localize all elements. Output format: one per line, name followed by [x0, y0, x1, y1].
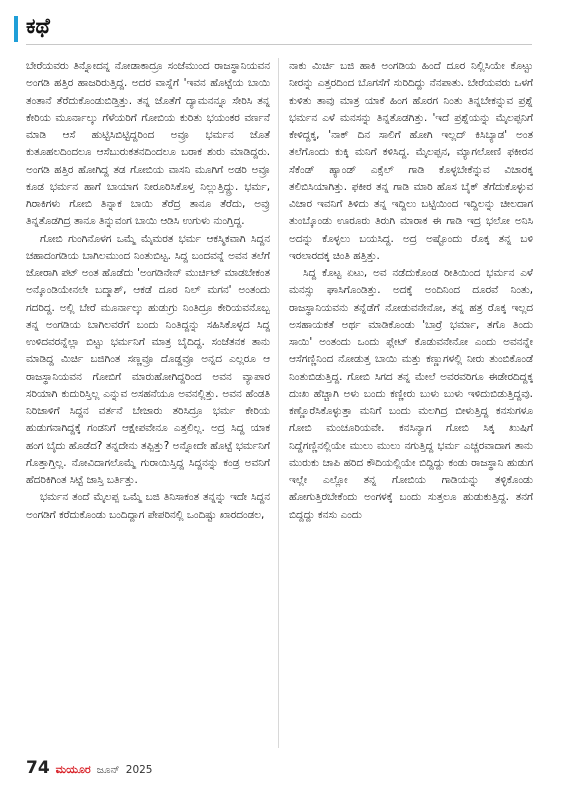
issue-month: ಜೂನ್	[96, 764, 120, 776]
paragraph: ಭರ್ಮನ ತಂದೆ ಮೈಲಪ್ಪ ಒಮ್ಮೆ ಬಜಿ ತಿನಿಸಾಕಂತ ತನ್ನನ್ನು ಇದೇ ಸಿದ್ದನ ಅಂಗಡಿಗೆ ಕರೆದುಕೊಂಡು ಬಂದಿದ್ದಾಗ ಪೇಪರಿನಲ್ಲಿ ಒಂದಿಷ್ಟು ಖಾರದಂಡಲ,	[26, 491, 270, 521]
page-number: 74	[26, 758, 50, 778]
issue-year: 2025	[125, 764, 153, 776]
section-accent-bar	[14, 16, 18, 42]
right-column	[289, 58, 533, 748]
section-title: ಕಥೆ	[26, 14, 50, 38]
paragraph: ಗೋಬಿ ಗುಂಗಿನೊಳಗ ಒಮ್ಮೆ ಮೈಮರತ ಭರ್ಮ ಆಕಸ್ಮಿಕವಾಗಿ ಸಿದ್ದನ ಚಹಾದಂಗಡಿಯ ಬಾಗಿಲಮುಂದ ನಿಂತುಬಿಟ್ಟ. ಸಿದ್ದ ಬಂದವನ್ನೆ ಅವನ ತಲೆಗೆ ಜೋರಾಗಿ ಪಟ್ ಅಂತ ಹೊಡೆದು 'ಅಂಗಡಿನೇನ್ ಮುರ್ಚಿಟ್ ಮಾಡಬೇಕಂತ ಅನ್ಕೊಂಡಿಯೇನಲೇ ಬದ್ಮಾಶ್, ಆಕಡೆ ದೂರ ನಿಲ್ ಮಗನ' ಅಂತಂದು ಗದರಿದ್ದ. ಅಲ್ಲಿ ಬೇರೆ ಮೂರ್ನಾಲ್ಕು ಹುಡುಗ್ರು ನಿಂತಿದ್ರೂ ಕೇರಿಯವನೊಬ್ಬ ತನ್ನ ಅಂಗಡಿಯ ಬಾಗಿಲವರೆಗೆ ಬಂದು ನಿಂತಿದ್ದನ್ನು ಸಹಿಸಿಕೊಳ್ಳದ ಸಿದ್ದ ಉಳಿದವರನ್ನೆಲ್ಲಾ ಬಿಟ್ಟು ಭರ್ಮನಿಗೆ ಮಾತ್ರ ಬೈದಿದ್ದ. ಸಂಜೆತನಕ ತಾನು ಮಾಡಿದ್ದ ಮಿರ್ಚಿ ಬಜಿಗಿಂತ ಸಣ್ಣವ್ರೂ ದೊಡ್ಡವ್ರೂ ಅನ್ನದ ಎಲ್ಲರೂ ಆ ರಾಜಸ್ಥಾನಿಯವನ ಗೋಬಿಗೆ ಮಾರುಹೋಗಿದ್ದರಿಂದ ಅವನ ವ್ಯಾಪಾರ ಸರಿಯಾಗಿ ಕುದುರಿಸ್ತಿಲ್ಲ ಎನ್ನುವ ಅಸಹನೆಯೂ ಅವನಲ್ಲಿತ್ತು. ಅವನ ಹೆಂಡತಿ ನಿರಿಜಾಳಿಗೆ ಸಿದ್ದನ ವರ್ತನೆ ಬೇಜಾರು ತರಿಸಿದ್ರೂ ಭರ್ಮ ಕೇರಿಯ ಹುಡುಗನಾಗಿದ್ದಕ್ಕೆ ಗಂಡನಿಗೆ ಆಕ್ಷೇಪವೇನೂ ಎತ್ತಲಿಲ್ಲ. ಅದ್ರ ಸಿದ್ದ ಯಾಕ ಹಂಗ ಬೈದು ಹೊಡೆದ? ತನ್ನದೇನು ತಪ್ಪಿತ್ತು? ಅನ್ನೋದೇ ಹೊಟ್ಟೆ ಭರ್ಮನಿಗೆ ಗೊತ್ತಾಗ್ತಿಲ್ಲ. ನೋವಿದಾಗಲೊಮ್ಮೆ ಗುರಾಯಿಸ್ತಿದ್ದ ಸಿದ್ದನನ್ನು ಕಂಡ್ರ ಅವನಿಗೆ ಹೆದರಿಕಿಗಿಂತ ಸಿಟ್ಟೆ ಜಾಸ್ತಿ ಬರ್ತಿತ್ತು.	[26, 232, 270, 486]
header-divider	[26, 44, 532, 45]
magazine-logo: ಮಯೂರ	[55, 763, 91, 776]
paragraph: ಸಿದ್ದ ಕೊಟ್ಟ ಏಟು, ಅವ ನಡೆದುಕೊಂಡ ರೀತಿಯಿಂದ ಭರ್ಮನ ಎಳೆ ಮನಸ್ಸು ಘಾಸಿಗೊಂಡಿತ್ತು. ಅದಕ್ಕೆ ಅಂದಿನಿಂದ ದೂರವೆ ನಿಂತು, ರಾಜಸ್ಥಾನಿಯವನು ತನ್ನೆಡೆಗೆ ನೋಡುವನೇನೋ, ತನ್ನ ಹತ್ರ ರೊಕ್ಕ ಇಲ್ಲದ ಅಸಹಾಯಕತೆ ಅರ್ಥ ಮಾಡಿಕೊಂಡು 'ಬಾರ್‍ರೆ ಭರ್ಮಾ, ತಗೊ ತಿಂದು ಸಾಯಿ' ಅಂತಂದು ಒಂದು ಪ್ಲೇಟ್ ಕೊಡುವನೇನೋ ಎಂದು ಅವನನ್ನೇ ಆಸೆಗಣ್ಣಿನಿಂದ ನೋಡುತ್ತ ಬಾಯಿ ಮತ್ತು ಕಣ್ಣುಗಳಲ್ಲಿ ನೀರು ತುಂಬಿಕೊಂಡೆ ನಿಂತುಬಿಡುತ್ತಿದ್ದ. ಗೋಬಿ ಸಿಗದ ತನ್ನ ಮೇಲೆ ಅವರವರಿಗೂ ಈಡೇರದಿದ್ದಕ್ಕ ದುಃಖ ಹೆಚ್ಚಾಗಿ ಅಳು ಬಂದು ಕಣ್ಣೀರು ಬುಳು ಬುಳು ಇಳಿದುಬಿಡುತ್ತಿದ್ದವು. ಕಣ್ಣೊರೆಸಿಕೊಳ್ಳುತ್ತಾ ಮನಿಗೆ ಬಂದು ಮಲಗಿದ್ರ ಬೀಳುತ್ತಿದ್ದ ಕನಸುಗಳೂ ಗೋಬಿ ಮಂಚೂರಿಯವೇ. ಕನಸಿನ್ಯಾಗ ಗೋಬಿ ಸಿಕ್ಕ ಖುಷಿಗೆ ನಿದ್ದೆಗಣ್ಣಿನಲ್ಲಿಯೇ ಮುಲು ಮುಲು ನಗುತ್ತಿದ್ದ ಭರ್ಮ ಎಚ್ಚರವಾದಾಗ ತಾನು ಮುರುಕು ಚಾಪಿ ಹರಿದ ಕೌದಿಯಲ್ಲಿಯೇ ಬಿದ್ದಿದ್ದು ಕಂಡು ರಾಜಸ್ಥಾನಿ ಹುಡುಗ ಇಲ್ಲೇ ಎಲ್ಲೋ ತನ್ನ ಗೋಬಿಯ ಗಾಡಿಯನ್ನು ತಳ್ಳಿಕೊಂಡು ಹೋಗುತ್ತಿರಬೇಕೆಂದು ಅಂಗಳಕ್ಕೆ ಬಂದು ಸುತ್ತಲೂ ಹುಡುಕುತ್ತಿದ್ದ. ತನಗೆ ಬಿದ್ದದ್ದು ಕನಸು ಎಂದು	[289, 267, 533, 521]
paragraph: ನಾಕು ಮಿರ್ಚಿ ಬಜಿ ಹಾಕಿ ಅಂಗಡಿಯ ಹಿಂದೆ ದೂರ ನಿಲ್ಲಿಸಿಯೇ ಕೊಟ್ಟು ನೀರನ್ನು ಎತ್ತರದಿಂದ ಬೊಗಸೆಗೆ ಸುರಿದಿದ್ದು ನೆನಪಾತು. ಬೇರೆಯವರು ಒಳಗೆ ಕುಳಿತು ತಾವು ಮಾತ್ರ ಯಾಕೆ ಹಿಂಗ ಹೊರಗ ನಿಂತು ತಿನ್ನಬೇಕನ್ನುವ ಪ್ರಶ್ನೆ ಭರ್ಮನ ಎಳೆ ಮನಸನ್ನು ತಿನ್ನತೊಡಗಿತ್ತು. 'ಇದೆ ಪ್ರಶ್ನೆಯನ್ನು ಮೈಲಪ್ಪನಿಗೆ ಕೇಳಿದ್ದಕ್ಕ, 'ನಾಕ್ ದಿನ ಸಾಲಿಗೆ ಹೋಗಿ ಇಲ್ಲದ್ ಕಿಸಿಬ್ಯಾಡ' ಅಂತ ತಲೆಗೊಂದು ಕುಕ್ಕಿ ಮನಿಗೆ ಕಳಿಸಿದ್ದ. ಮೈಲಪ್ಪನ, ಮ್ಯಾಗಲೋಣಿ ಫಕೀರನ ಸೆಕೆಂಡ್ ಹ್ಯಾಂಡ್ ಎಕ್ಸೆಲ್ ಗಾಡಿ ಕೊಳ್ಳಬೇಕೆನ್ನುವ ವಿಚಾರಕ್ಕ ತಲಿಬಿಸಿಯಾಗಿತ್ತು. ಫಕೀರ ತನ್ನ ಗಾಡಿ ಮಾರಿ ಹೊಸ ಬೈಕ್ ತೆಗೆದುಕೊಳ್ಳುವ ವಿಚಾರ ಇವನಿಗೆ ತಿಳಿದು ತನ್ನ ಇದ್ದಿಲು ಬಟ್ಟಿಯಿಂದ ಇದ್ದಿಲನ್ನು ಚೀಲದಾಗ ತುಂಬ್ಕೊಂಡು ಊರೂರು ತಿರುಗಿ ಮಾರಾಕ ಈ ಗಾಡಿ ಇದ್ರ ಭಲೋ ಅನಿಸಿ ಅದನ್ನು ಕೊಳ್ಳಲು ಬಯಸಿದ್ದ. ಅದ್ರ ಅಷ್ಟೊಂದು ರೊಕ್ಕ ತನ್ನ ಬಳಿ ಇರಲಾರದಕ್ಕ ಚಿಂತಿ ಹತ್ತಿತ್ತು.	[289, 60, 533, 262]
left-column	[26, 58, 270, 748]
column-divider	[278, 58, 279, 748]
paragraph: ಬೇರೆಯವರು ತಿನ್ನೋದನ್ನ ನೋಡಾಕಾದ್ರೂ ಸಂಜೆಮುಂದ ರಾಜಸ್ಥಾನಿಯವನ ಅಂಗಡಿ ಹತ್ತಿರ ಹಾಜರಿರುತ್ತಿದ್ದ. ಅದರ ವಾಸ್ನೆಗೆ 'ಇವನ ಹೊಟ್ಟೆಯ ಬಾಯಿ ತಂತಾನೆ ತೆರೆದುಕೊಂಡುಬಿಡ್ತಿತ್ತು. ತನ್ನ ಜೊತೆಗೆ ದ್ಯಾಮನನ್ನೂ ಸೇರಿಸಿ ತನ್ನ ಕೇರಿಯ ಮೂರ್ನಾಲ್ಕು ಗೆಳೆಯರಿಗೆ ಗೋಬಿಯ ಕುರಿತು ಭಯಂಕರ ವರ್ಣನೆ ಮಾಡಿ ಆಸೆ ಹುಟ್ಟಿಸಿಬಿಟ್ಟಿದ್ದರಿಂದ ಅವ್ರೂ ಭರ್ಮನ ಜೊತೆ ಕುತೂಹಲದಿಂದಲೂ ಆಸೆಬುರುಕತನದಿಂದಲೂ ಬರಾಕ ಶುರು ಮಾಡಿದ್ದರು. ಅಂಗಡಿ ಹತ್ತಿರ ಹೋಗಿದ್ದ ತಡ ಗೋಬಿಯ ವಾಸನಿ ಮೂಗಿಗೆ ಅಡರಿ ಅವ್ರೂ ಕೂಡ ಭರ್ಮನ ಹಾಗೆ ಬಾಯಾಗ ನೀರೂರಿಸಿಕೊಳ್ತ ನಿಲ್ಲುತ್ತಿದ್ದ್ರು. ಭರ್ಮ, ಗಿರಾಕಿಗಳು ಗೋಬಿ ತಿನ್ನಾಕ ಬಾಯಿ ತೆರೆದ್ರ ತಾನೂ ತೆರೆದು, ಅವ್ರು ತಿನ್ನತೊಡಗಿದ್ರ ತಾನೂ ತಿನ್ನುವಂಗ ಬಾಯಿ ಆಡಿಸಿ ಉಗುಳು ನುಂಗ್ತಿದ್ದ.	[26, 60, 270, 228]
page-footer	[26, 758, 153, 780]
